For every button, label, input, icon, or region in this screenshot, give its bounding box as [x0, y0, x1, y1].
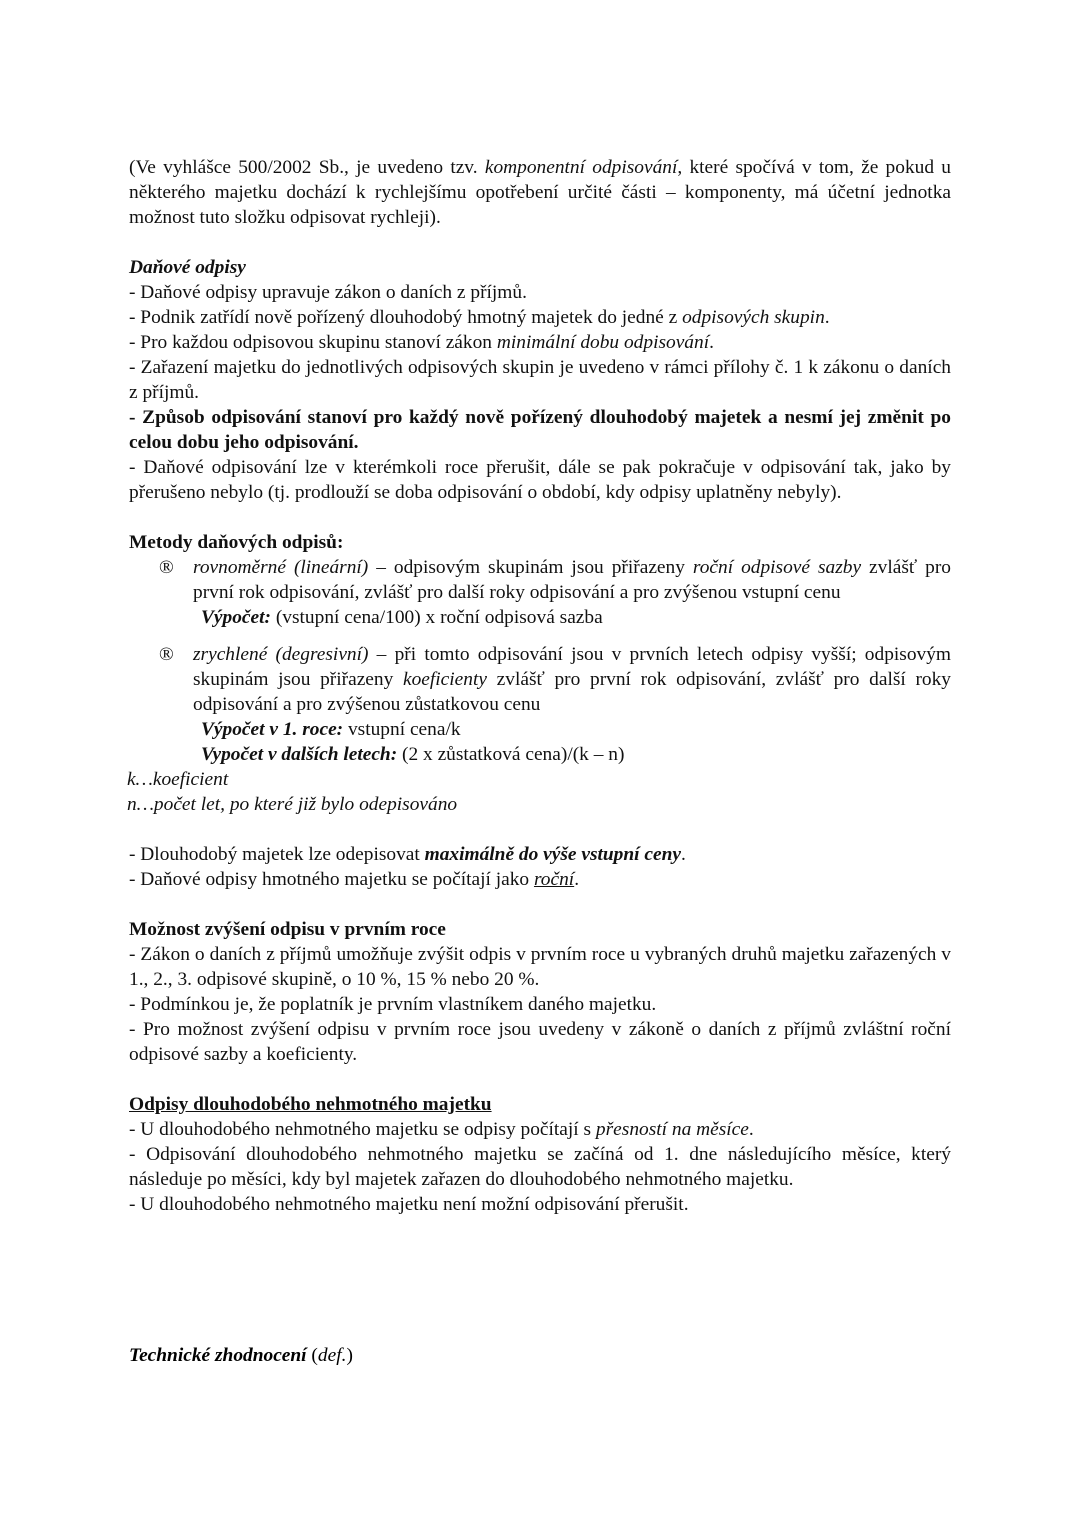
nehmotny-line-1-text: - U dlouhodobého nehmotného majetku se odpisy počítají s	[129, 1119, 596, 1140]
bullet-linear-text	[193, 555, 951, 605]
danove-line-5: - Způsob odpisování stanoví pro každý nově pořízený dlouhodobý majetek a nesmí jej změnit po celou dobu jeho odpisování.	[129, 407, 951, 453]
degressive-text-a: – při tomto odpisování jsou v prvních letech odpisy vyšší; odpisovým skupinám jsou přiřazeny	[193, 644, 951, 690]
intro-emphasis: komponentní odpisování	[484, 157, 678, 178]
intro-text-rest: , které spočívá v tom, že pokud u některého majetku dochází k rychlejšímu opotřebení určité části – komponenty, má účetní jednotka možnost tuto složku odpisovat rychleji).	[129, 157, 951, 228]
bullet-degressive	[159, 642, 951, 717]
formula-linear-label: Výpočet:	[201, 607, 271, 628]
danove-line-3-em: minimální dobu odpisování	[496, 332, 710, 353]
danove-line-4: - Zařazení majetku do jednotlivých odpisových skupin je uvedeno v rámci přílohy č. 1 k zákonu o daních z příjmů.	[129, 357, 951, 403]
nehmotny-line-2: - Odpisování dlouhodobého nehmotného majetku se začíná od 1. dne následujícího měsíce, který následuje po měsíci, kdy byl majetek zařazen do dlouhodobého nehmotného majetku.	[129, 1144, 951, 1190]
zvyseni-heading: Možnost zvýšení odpisu v prvním roce	[129, 919, 446, 940]
linear-text-a: – odpisovým skupinám jsou přiřazeny	[368, 557, 693, 578]
formula-first-year-label: Výpočet v 1. roce:	[201, 719, 344, 740]
danove-line-2-text: - Podnik zatřídí nově pořízený dlouhodobý hmotný majetek do jedné z	[129, 307, 683, 328]
degressive-em: koeficienty	[403, 669, 487, 690]
danove-line-3	[129, 330, 951, 355]
technicke-paren-open: (	[306, 1345, 318, 1366]
zvyseni-line-2: - Podmínkou je, že poplatník je prvním vlastníkem daného majetku.	[129, 994, 657, 1015]
zvyseni-line-1: - Zákon o daních z příjmů umožňuje zvýšit odpis v prvním roce u vybraných druhů majetku zařazených v 1., 2., 3. odpisové skupině, o 10 %, 15 % nebo 20 %.	[129, 944, 951, 990]
degressive-text-b: zvlášť pro první rok odpisování, zvlášť pro další roky odpisování a pro zvýšenou zůstatkovou cenu	[193, 669, 951, 715]
extra-line-1	[129, 842, 951, 867]
danove-line-2-end: .	[824, 307, 830, 328]
bullet-symbol: ®	[159, 644, 174, 665]
nehmotny-line-3: - U dlouhodobého nehmotného majetku není možní odpisování přerušit.	[129, 1194, 689, 1215]
extra-line-1-em: maximálně do výše vstupní ceny	[424, 844, 681, 865]
danove-odpisy-heading: Daňové odpisy	[129, 257, 246, 278]
linear-method-name: rovnoměrné (lineární)	[193, 557, 369, 578]
danove-line-3-end: .	[709, 332, 714, 353]
technicke-paren-close: )	[346, 1345, 353, 1366]
intro-text: (Ve vyhlášce 500/2002 Sb., je uvedeno tzv.	[129, 157, 485, 178]
formula-next-years-text: (2 x zůstatková cena)/(k – n)	[397, 744, 625, 765]
k-definition: k…koeficient	[127, 769, 229, 790]
formula-linear	[201, 605, 951, 630]
technicke-heading-line	[129, 1345, 353, 1367]
formula-next-years	[201, 742, 951, 767]
linear-em: roční odpisové sazby	[692, 557, 862, 578]
intro-paragraph	[129, 155, 951, 230]
nehmotny-line-1-em: přesností na měsíce	[595, 1119, 749, 1140]
extra-line-1-end: .	[681, 844, 686, 865]
extra-line-2-em: roční	[533, 869, 575, 890]
nehmotny-heading: Odpisy dlouhodobého nehmotného majetku	[129, 1094, 492, 1115]
formula-first-year-text: vstupní cena/k	[343, 719, 461, 740]
bullet-symbol: ®	[159, 557, 174, 578]
linear-text-b: zvlášť pro první rok odpisování, zvlášť pro další roky odpisování a pro zvýšenou vstupní cenu	[193, 557, 951, 603]
document-page	[129, 155, 951, 1217]
technicke-heading: Technické zhodnocení	[129, 1345, 307, 1366]
formula-first-year	[201, 717, 951, 742]
nehmotny-line-1-end: .	[748, 1119, 754, 1140]
danove-line-2-em: odpisových skupin	[682, 307, 825, 328]
zvyseni-line-3: - Pro možnost zvýšení odpisu v prvním roce jsou uvedeny v zákoně o daních z příjmů zvláštní roční odpisové sazby a koeficienty.	[129, 1019, 951, 1065]
danove-line-1: - Daňové odpisy upravuje zákon o daních z příjmů.	[129, 282, 527, 303]
danove-line-2	[129, 305, 951, 330]
bullet-linear	[159, 555, 951, 605]
technicke-def: def.	[317, 1345, 347, 1366]
bullet-degressive-text	[193, 642, 951, 717]
n-definition: n…počet let, po které již bylo odepisováno	[127, 794, 458, 815]
extra-line-2	[129, 867, 951, 892]
formula-linear-text: (vstupní cena/100) x roční odpisová sazba	[271, 607, 603, 628]
nehmotny-line-1	[129, 1117, 951, 1142]
extra-line-2-text: - Daňové odpisy hmotného majetku se počítají jako	[129, 869, 534, 890]
danove-line-6: - Daňové odpisování lze v kterémkoli roce přerušit, dále se pak pokračuje v odpisování tak, jako by přerušeno nebylo (tj. prodlouží se doba odpisování o období, kdy odpisy uplatněny nebyly).	[129, 457, 951, 503]
metody-heading: Metody daňových odpisů:	[129, 532, 344, 553]
danove-line-3-text: - Pro každou odpisovou skupinu stanoví zákon	[129, 332, 497, 353]
degressive-method-name: zrychlené (degresivní)	[193, 644, 369, 665]
formula-next-years-label: Vypočet v dalších letech:	[201, 744, 398, 765]
extra-line-1-text: - Dlouhodobý majetek lze odepisovat	[129, 844, 425, 865]
extra-line-2-end: .	[574, 869, 580, 890]
